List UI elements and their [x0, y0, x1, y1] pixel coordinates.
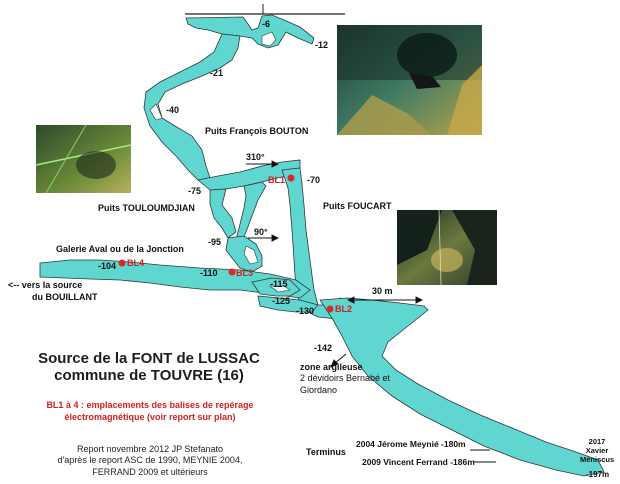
zone-note [300, 362, 390, 396]
beacon-bl3 [229, 269, 236, 276]
arrow-90-head [272, 235, 278, 241]
credits-line1: Report novembre 2012 JP Stefanato [77, 444, 223, 454]
depth-12: -12 [315, 40, 329, 50]
depth-142: -142 [314, 343, 333, 353]
label-dive-2004: 2004 Jérome Meynié -180m [356, 439, 466, 449]
label-source-line2: du BOUILLANT [32, 292, 98, 302]
beacon-legend [30, 400, 270, 423]
zone-line1: 2 dévidoirs Bernabé et [300, 373, 391, 384]
beacon-bl1 [288, 175, 295, 182]
credits [50, 444, 250, 478]
zone-title: zone argileuse [300, 362, 363, 372]
label-source-line1: <-- vers la source [8, 280, 83, 290]
beacon-label-bl1: BL1 [268, 175, 286, 185]
credits-line2: d'après le report ASC de 1990, MEYNIE 2004, [57, 455, 243, 466]
label-galerie-aval: Galerie Aval ou de la Jonction [56, 244, 184, 254]
beacon-label-bl4: BL4 [127, 258, 145, 268]
depth-40: -40 [166, 105, 180, 115]
dive-2017-name1: Xavier [585, 446, 609, 455]
title-line2: commune de TOUVRE (16) [54, 367, 244, 385]
depth-21: -21 [210, 68, 224, 78]
depth-197: -197m [586, 470, 610, 479]
depth-104: -104 [98, 261, 117, 271]
dive-2017 [580, 437, 614, 464]
dive-2017-year: 2017 [588, 437, 606, 446]
entrance-gallery [186, 15, 314, 48]
zone-line2: Giordano [300, 384, 338, 395]
legend-line2: électromagnétique (voir report sur plan) [64, 411, 236, 422]
scale-bar-right-head [416, 297, 422, 303]
legend-line1: BL1 à 4 : emplacements des balises de repérage [46, 400, 254, 410]
beacon-label-bl2: BL2 [335, 304, 353, 314]
label-puits-foucart: Puits FOUCART [323, 201, 392, 211]
depth-70: -70 [307, 175, 321, 185]
label-puits-bouton: Puits François BOUTON [205, 126, 309, 136]
beacon-bl4 [119, 260, 126, 267]
label-terminus: Terminus [306, 447, 346, 457]
label-angle-310: 310° [246, 152, 265, 162]
label-dive-2009: 2009 Vincent Ferrand -186m [362, 457, 475, 467]
label-puits-touloumdjian: Puits TOULOUMDJIAN [98, 203, 195, 213]
depth-110: -110 [200, 268, 218, 278]
depth-115: -115 [270, 279, 288, 289]
depth-125: -125 [272, 296, 291, 306]
depth-95: -95 [208, 237, 222, 247]
beacon-label-bl3: BL3 [236, 268, 254, 278]
depth-130: -130 [296, 306, 315, 316]
label-scale: 30 m [372, 286, 393, 296]
map-title [24, 350, 274, 385]
photo-shaft-rock [397, 210, 497, 285]
puits-touloumdjian [210, 189, 236, 238]
title-line1: Source de la FONT de LUSSAC [38, 350, 260, 367]
label-angle-90: 90° [254, 227, 268, 237]
photo-diver-line [36, 125, 131, 193]
credits-line3: FERRAND 2009 et ultérieurs [92, 466, 208, 477]
photo-diver-descending [337, 25, 482, 135]
dive-2017-name2: Méniscus [580, 455, 615, 464]
depth-6: -6 [262, 19, 271, 29]
beacon-bl2 [327, 306, 334, 313]
depth-75: -75 [188, 186, 202, 196]
